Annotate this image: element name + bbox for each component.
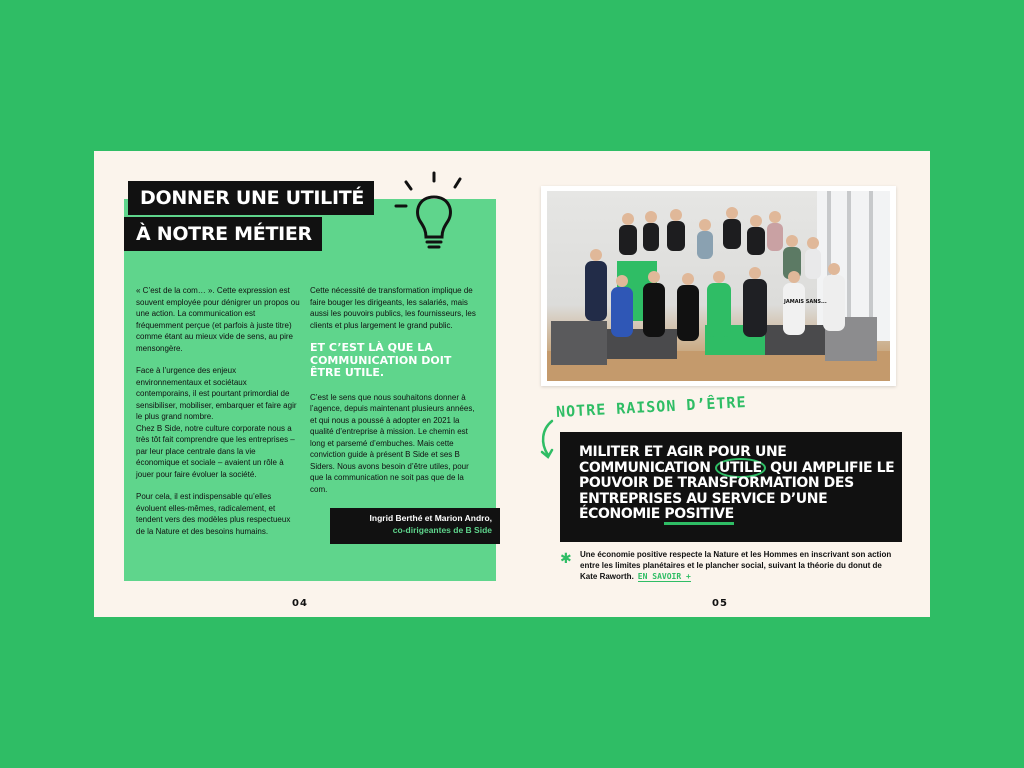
note-body: Une économie positive respecte la Nature et les Hommes en inscrivant son action entre les limites planétaires et le plancher social, suivant la théorie du donut de Kate Raworth. [580,550,892,581]
page-number-left: 04 [292,598,308,609]
highlight-quote: ET C’EST LÀ QUE LA COMMUNICATION DOIT ÊTRE UTILE. [310,341,452,379]
note-text [580,549,900,582]
paragraph: Pour cela, il est indispensable qu’elles évoluent elles-mêmes, radicalement, et tendent vers des modèles plus respectueux de la Nature et des besoins humains. [136,492,291,536]
curved-arrow-icon [538,419,562,463]
lightbulb-icon [394,171,474,251]
sweatshirt-text: JAMAIS SANS... [784,299,827,305]
mission-text: MILITER ET AGIR POUR UNE COMMUNICATION [579,444,787,476]
mission-statement [579,445,899,523]
page-number-right: 05 [712,598,728,609]
paragraph: C’est le sens que nous souhaitons donner à l’agence, depuis maintenant plusieurs années, et qui nous a poussé à adopter en 2021 la qualité d’entreprise à mission. Le chemin est long et parsemé d’embuches. Mais cette conviction guide à présent B Side et ses B Siders. Nous avons besoin d’être utiles, pour que la communication ne soit pas que de la com. [310,392,475,494]
raison-label: NOTRE RAISON D’ÊTRE [555,393,747,421]
text-column-1 [136,285,300,548]
photo-frame [541,186,896,386]
signature-box [330,508,500,544]
text-column-2 [310,285,478,506]
mission-utile: UTILE [715,458,766,478]
signature-names: Ingrid Berthé et Marion Andro, [369,513,492,523]
paragraph: Cette nécessité de transformation implique de faire bouger les dirigeants, les salariés, mais aussi les pouvoirs publics, les fournisseurs, les clients et plus largement le grand public. [310,286,476,330]
paragraph: « C’est de la com… ». Cette expression est souvent employée pour dénigrer un propos ou une action. La communication est fréquemment perçue (et parfois à juste titre) comme étant au mieux vide de sens, au pire mensongère. [136,286,300,353]
title-line-1: DONNER UNE UTILITÉ [128,181,374,215]
title-line-2: À NOTRE MÉTIER [124,217,322,251]
brochure-spread [94,151,930,617]
more-link[interactable]: EN SAVOIR + [637,572,691,581]
mission-positive: POSITIVE [664,506,733,525]
paragraph: Chez B Side, notre culture corporate nous a très tôt fait comprendre que les entreprises – par leur place centrale dans la vie économique et sociale – avaient un rôle à jouer pour faire évoluer la société. [136,423,295,479]
star-icon: ✱ [560,550,572,566]
team-photo [547,191,890,381]
team-photo-illustration [547,191,890,381]
signature-role: co-dirigeantes de B Side [392,525,492,535]
paragraph: Face à l’urgence des enjeux environnementaux et sociétaux contemporains, il est pourtant primordial de sensibiliser, mobiliser, embarquer et faire agir le plus grand nombre. [136,366,297,421]
mission-text: QUI AMPLIFIE LE POUVOIR DE TRANSFORMATION DES ENTREPRISES AU SERVICE D’UNE ÉCONOMIE [579,459,895,522]
